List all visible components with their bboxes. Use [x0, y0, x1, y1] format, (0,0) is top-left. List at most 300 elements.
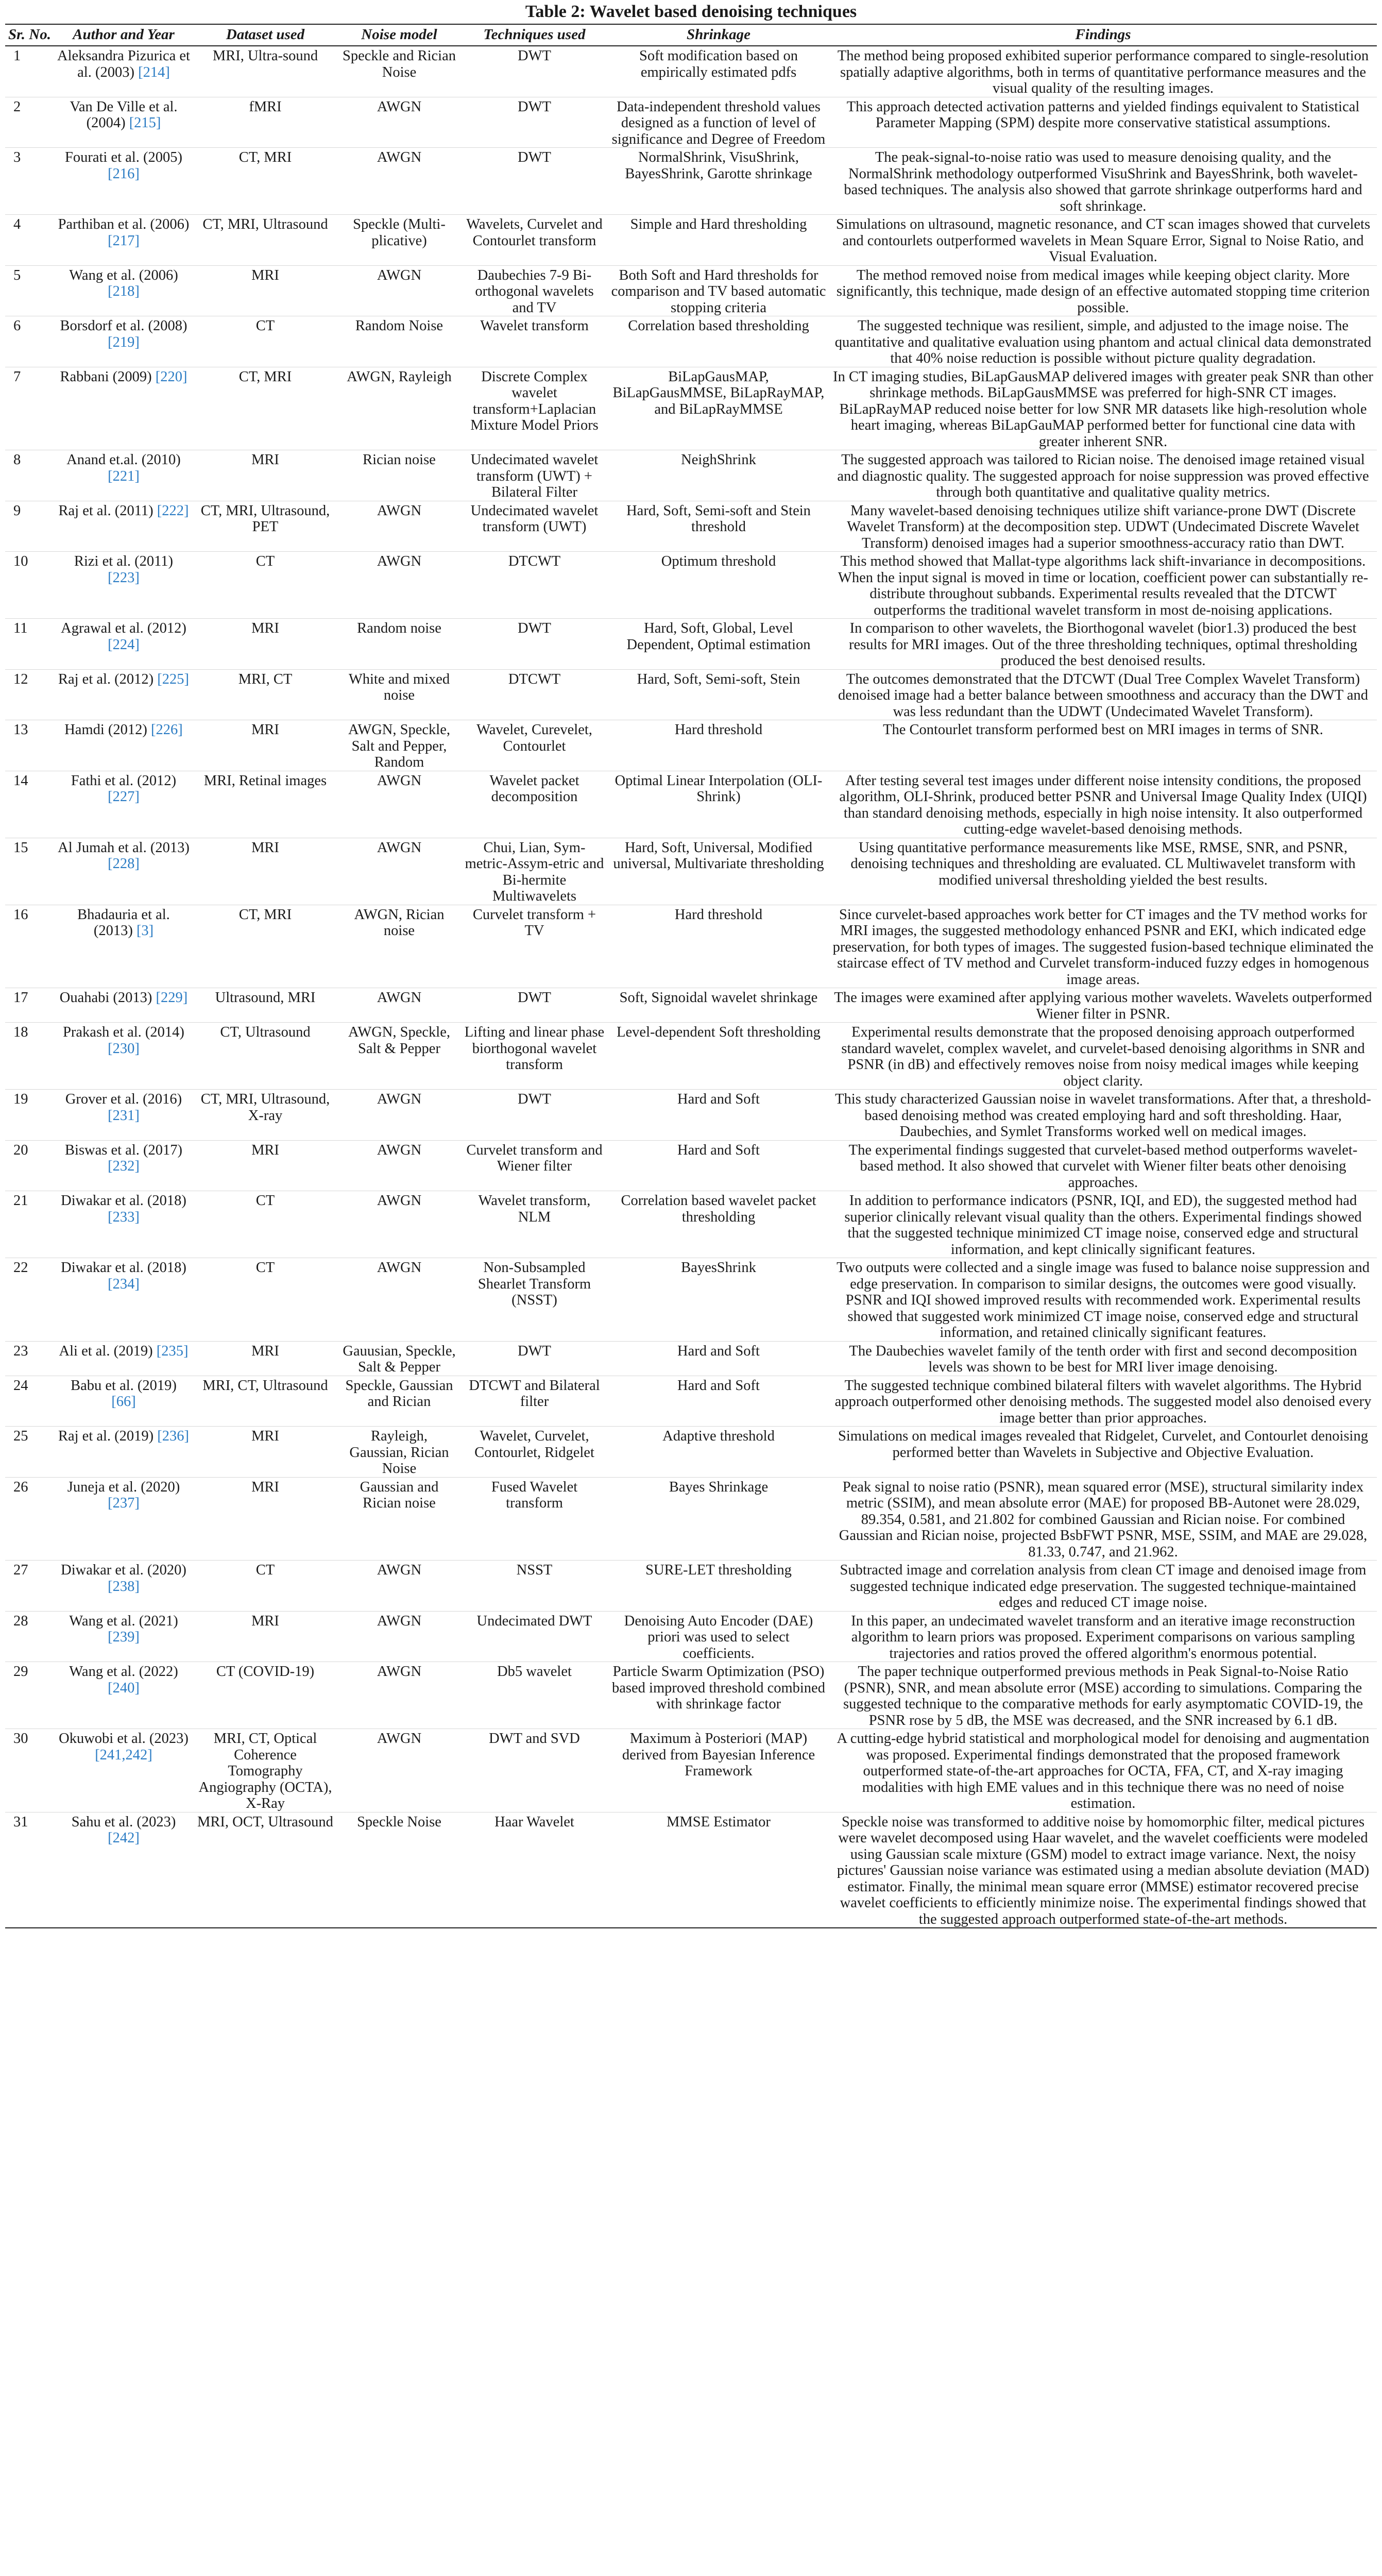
cell-shrinkage-text: Both Soft and Hard thresholds for comparison and TV based automatic stopping criteria [611, 267, 826, 316]
cell-author-year [54, 97, 193, 148]
cell-sr-no [5, 771, 54, 838]
cell-sr-no-text: 25 [13, 1428, 28, 1444]
citation-link[interactable]: [240] [108, 1680, 140, 1696]
table-row [5, 1191, 1377, 1258]
cell-shrinkage-text: Hard, Soft, Universal, Modified universal, Multivariate thresholding [613, 839, 824, 872]
cell-author-year-text: Raj et al. (2012) [58, 671, 154, 687]
cell-sr-no-text: 11 [13, 620, 28, 636]
cell-noise-model [337, 720, 461, 771]
cell-technique [461, 1258, 608, 1342]
cell-technique [461, 265, 608, 316]
cell-technique-text: Wavelet transform [480, 318, 589, 334]
cell-sr-no [5, 619, 54, 670]
cell-sr-no-text: 6 [13, 318, 21, 334]
cell-technique [461, 552, 608, 619]
cell-findings [829, 619, 1377, 670]
cell-noise-model-text: Gaussian and Rician noise [360, 1479, 439, 1511]
cell-noise-model-text: AWGN [377, 1562, 422, 1578]
cell-noise-model-text: Speckle, Gaussian and Rician [345, 1377, 453, 1410]
cell-dataset-text: CT, MRI [238, 368, 292, 385]
cell-shrinkage-text: BayesShrink [681, 1260, 756, 1276]
cell-noise-model [337, 619, 461, 670]
table-row [5, 1023, 1377, 1090]
cell-sr-no [5, 1140, 54, 1191]
cell-noise-model-text: AWGN [377, 267, 422, 283]
cell-sr-no [5, 1477, 54, 1561]
cell-dataset [193, 619, 337, 670]
cell-findings [829, 1729, 1377, 1812]
cell-technique-text: Wavelet packet decomposition [489, 772, 579, 805]
header-techniques: Techniques used [461, 24, 608, 46]
cell-author-year-text: Sahu et al. (2023) [71, 1814, 176, 1830]
cell-noise-model [337, 1140, 461, 1191]
cell-noise-model [337, 1662, 461, 1729]
table-row [5, 1427, 1377, 1478]
citation-link[interactable]: [237] [108, 1495, 140, 1511]
cell-technique [461, 905, 608, 988]
cell-findings-text: Peak signal to noise ratio (PSNR), mean squared error (MSE), structural similarity index metric (SSIM), and mean absolute error (MAE) for proposed BB-Autonet were 28.029, 89.354, 0.581, and 21.802 for combined Gaussian and Rician noise. For combined Gaussian and Rician noise, projected BsbFWT PSNR, MSE, SSIM, and MAE are 29.028, 81.33, 0.747, and 21.962. [839, 1479, 1368, 1560]
cell-technique [461, 148, 608, 215]
cell-findings-text: Subtracted image and correlation analysis from clean CT image and denoised image from suggested technique indicated edge preservation. The suggested technique-maintained edges and reduced CT image noise. [840, 1562, 1367, 1611]
cell-sr-no-text: 26 [13, 1479, 28, 1495]
cell-author-year-text: Van De Ville et al. (2004) [70, 98, 178, 131]
cell-findings-text: Two outputs were collected and a single image was fused to balance noise suppression and edge preservation. In comparison to similar designs, the outcomes were good visually. PSNR and IQI showed improved results with recommended work. Experimental results showed that suggested work minimized CT image noise, conserved edge and structural information, and retained clinically significant features. [837, 1260, 1370, 1341]
citation-link[interactable]: [235] [156, 1343, 189, 1359]
citation-link[interactable]: [234] [108, 1276, 140, 1292]
cell-author-year [54, 771, 193, 838]
cell-noise-model-text: Random Noise [355, 318, 443, 334]
cell-technique-text: Db5 wavelet [497, 1664, 572, 1680]
cell-dataset-text: CT (COVID-19) [216, 1664, 315, 1680]
cell-technique-text: Wavelet, Curevelet, Contourlet [476, 722, 592, 754]
cell-shrinkage-text: Hard and Soft [677, 1091, 760, 1107]
cell-findings-text: In addition to performance indicators (PSNR, IQI, and ED), the suggested method had superior clinically relevant visual quality than the others. Experimental findings showed that the suggested technique minimized CT image noise, conserved edge and structural information, and kept clinically significant features. [844, 1193, 1362, 1258]
cell-dataset [193, 771, 337, 838]
cell-author-year-text: Hamdi (2012) [64, 722, 147, 738]
cell-technique [461, 316, 608, 367]
cell-sr-no [5, 1729, 54, 1812]
table-row [5, 501, 1377, 552]
cell-dataset [193, 501, 337, 552]
cell-sr-no [5, 552, 54, 619]
cell-findings-text: Simulations on medical images revealed that Ridgelet, Curvelet, and Contourlet denoising performed better than Wavelets in Subjective and Objective Evaluation. [838, 1428, 1368, 1461]
cell-findings [829, 552, 1377, 619]
cell-noise-model [337, 1561, 461, 1612]
citation-link[interactable]: [217] [108, 232, 140, 249]
table-row [5, 1729, 1377, 1812]
cell-findings [829, 1376, 1377, 1427]
cell-shrinkage-text: Denoising Auto Encoder (DAE) priori was used to select coefficients. [624, 1613, 813, 1662]
cell-shrinkage [608, 771, 829, 838]
cell-author-year [54, 1258, 193, 1342]
cell-author-year [54, 1090, 193, 1141]
cell-noise-model [337, 367, 461, 450]
cell-technique-text: DTCWT and Bilateral filter [469, 1377, 600, 1410]
cell-dataset [193, 1477, 337, 1561]
cell-dataset-text: MRI [251, 452, 279, 468]
citation-link[interactable]: [222] [157, 502, 189, 519]
citation-link[interactable]: [218] [108, 283, 140, 299]
cell-dataset-text: MRI, CT, Optical Coherence Tomography Angiography (OCTA), X-Ray [198, 1731, 332, 1811]
citation-link[interactable]: [225] [157, 671, 190, 687]
cell-sr-no-text: 4 [13, 216, 21, 232]
table-row [5, 1258, 1377, 1342]
cell-noise-model-text: AWGN [377, 149, 422, 165]
cell-shrinkage [608, 450, 829, 501]
cell-findings-text: A cutting-edge hybrid statistical and morphological model for denoising and augmentation was proposed. Experimental findings demonstrated that the proposed framework outperformed state-of-the-art approaches for OCTA, FFA, CT, and X-ray imaging modalities with high EME values and in this technique there was no need of noise estimation. [837, 1731, 1370, 1811]
cell-technique [461, 450, 608, 501]
cell-shrinkage [608, 838, 829, 905]
cell-noise-model [337, 1023, 461, 1090]
citation-link[interactable]: [215] [129, 115, 161, 131]
cell-dataset [193, 1376, 337, 1427]
citation-link[interactable]: [214] [138, 64, 170, 80]
table-row [5, 215, 1377, 266]
cell-findings-text: The suggested technique was resilient, simple, and adjusted to the image noise. The quantitative and qualitative evaluation using phantom and actual clinical data demonstrated that 40% noise reduction is possible without picture quality degradation. [834, 318, 1372, 366]
cell-dataset [193, 552, 337, 619]
citation-link[interactable]: [224] [108, 636, 140, 653]
cell-technique-text: Wavelet, Curvelet, Contourlet, Ridgelet [474, 1428, 594, 1461]
cell-findings [829, 97, 1377, 148]
cell-dataset-text: MRI [251, 620, 279, 636]
citation-link[interactable]: [230] [108, 1040, 140, 1057]
cell-sr-no [5, 450, 54, 501]
cell-shrinkage-text: Soft modification based on empirically estimated pdfs [639, 48, 798, 80]
citation-link[interactable]: [239] [108, 1629, 140, 1645]
cell-technique [461, 771, 608, 838]
citation-link[interactable]: [66] [111, 1394, 136, 1410]
cell-noise-model [337, 905, 461, 988]
cell-noise-model-text: AWGN [377, 553, 422, 569]
cell-noise-model-text: AWGN, Speckle, Salt and Pepper, Random [348, 722, 450, 770]
cell-author-year-text: Juneja et al. (2020) [67, 1479, 180, 1495]
citation-link[interactable]: [226] [151, 722, 183, 738]
cell-findings [829, 1341, 1377, 1376]
table-row [5, 1662, 1377, 1729]
cell-shrinkage-text: Hard, Soft, Semi-soft, Stein [637, 671, 800, 687]
cell-author-year [54, 1729, 193, 1812]
cell-findings-text: Simulations on ultrasound, magnetic resonance, and CT scan images showed that curvelets and contourlets outperformed wavelets in Mean Square Error, Signal to Noise Ratio, and Visual Evaluation. [835, 216, 1371, 265]
cell-shrinkage [608, 1191, 829, 1258]
cell-sr-no [5, 669, 54, 720]
cell-noise-model [337, 552, 461, 619]
cell-findings-text: The Daubechies wavelet family of the tenth order with first and second decomposition levels was shown to be best for MRI liver image denoising. [849, 1343, 1357, 1375]
cell-dataset [193, 1427, 337, 1478]
cell-shrinkage-text: MMSE Estimator [667, 1814, 771, 1830]
cell-technique [461, 1376, 608, 1427]
cell-sr-no-text: 14 [13, 772, 28, 789]
cell-technique-text: Fused Wavelet transform [491, 1479, 578, 1511]
citation-link[interactable]: [3] [136, 923, 154, 939]
cell-noise-model-text: AWGN [377, 990, 422, 1006]
cell-sr-no-text: 3 [13, 149, 21, 165]
cell-dataset [193, 838, 337, 905]
table-row [5, 1341, 1377, 1376]
cell-shrinkage [608, 669, 829, 720]
cell-technique-text: DWT [518, 620, 551, 636]
cell-technique [461, 1023, 608, 1090]
cell-dataset [193, 1090, 337, 1141]
cell-shrinkage [608, 552, 829, 619]
cell-author-year-text: Diwakar et al. (2018) [61, 1260, 186, 1276]
cell-technique-text: DWT [518, 1091, 551, 1107]
cell-author-year [54, 1427, 193, 1478]
cell-shrinkage-text: Hard, Soft, Global, Level Dependent, Optimal estimation [626, 620, 811, 653]
cell-author-year-text: Rabbani (2009) [60, 368, 152, 385]
cell-noise-model-text: AWGN [377, 1260, 422, 1276]
cell-shrinkage-text: Optimal Linear Interpolation (OLI-Shrink) [615, 772, 823, 805]
table-row [5, 771, 1377, 838]
cell-technique [461, 46, 608, 97]
citation-link[interactable]: [219] [108, 334, 140, 350]
cell-technique [461, 367, 608, 450]
cell-shrinkage [608, 97, 829, 148]
cell-noise-model-text: AWGN [377, 502, 422, 519]
cell-author-year [54, 669, 193, 720]
cell-noise-model-text: AWGN [377, 1613, 422, 1629]
citation-link[interactable]: [216] [108, 165, 140, 182]
cell-author-year [54, 316, 193, 367]
cell-technique [461, 988, 608, 1023]
citation-link[interactable]: [229] [156, 990, 188, 1006]
cell-author-year-text: Diwakar et al. (2020) [61, 1562, 186, 1578]
cell-findings-text: The suggested technique combined bilateral filters with wavelet algorithms. The Hybrid approach outperformed other denoising methods. The suggested model also denoised every image better than prior approaches. [834, 1377, 1372, 1426]
cell-noise-model-text: AWGN [377, 1142, 422, 1158]
cell-shrinkage [608, 1812, 829, 1928]
cell-shrinkage-text: Correlation based wavelet packet thresholding [621, 1193, 816, 1225]
cell-author-year-text: Prakash et al. (2014) [63, 1024, 184, 1040]
cell-noise-model [337, 215, 461, 266]
cell-sr-no-text: 1 [13, 48, 21, 64]
cell-technique-text: Curvelet transform and Wiener filter [466, 1142, 603, 1174]
cell-shrinkage [608, 367, 829, 450]
table-row [5, 838, 1377, 905]
cell-findings [829, 905, 1377, 988]
cell-technique [461, 838, 608, 905]
cell-dataset [193, 148, 337, 215]
table-row [5, 97, 1377, 148]
cell-findings [829, 669, 1377, 720]
cell-dataset-text: CT, Ultrasound [220, 1024, 311, 1040]
cell-dataset-text: MRI, CT [238, 671, 293, 687]
cell-findings [829, 720, 1377, 771]
cell-findings-text: Since curvelet-based approaches work better for CT images and the TV method works for MRI images, the suggested methodology enhanced PSNR and EKI, which indicated edge preservation, for both types of images. The suggested fusion-based technique eliminated the staircase effect of TV method and Curvelet transform-induced fuzzy edges in homogenous image areas. [832, 906, 1374, 988]
cell-author-year-text: Fourati et al. (2005) [65, 149, 182, 165]
cell-sr-no [5, 720, 54, 771]
cell-dataset-text: CT [255, 553, 275, 569]
cell-dataset [193, 720, 337, 771]
cell-author-year [54, 367, 193, 450]
cell-dataset [193, 265, 337, 316]
cell-sr-no-text: 15 [13, 839, 28, 856]
cell-noise-model [337, 316, 461, 367]
cell-technique-text: NSST [516, 1562, 553, 1578]
cell-sr-no [5, 905, 54, 988]
cell-sr-no-text: 31 [13, 1814, 28, 1830]
citation-link[interactable]: [227] [108, 789, 140, 805]
cell-shrinkage-text: Optimum threshold [661, 553, 776, 569]
cell-noise-model [337, 1477, 461, 1561]
cell-findings-text: The Contourlet transform performed best on MRI images in terms of SNR. [883, 722, 1323, 738]
cell-sr-no-text: 30 [13, 1731, 28, 1747]
cell-sr-no [5, 1662, 54, 1729]
cell-author-year [54, 1376, 193, 1427]
cell-shrinkage [608, 1341, 829, 1376]
header-sr-no: Sr. No. [5, 24, 54, 46]
cell-shrinkage [608, 1477, 829, 1561]
table-row [5, 619, 1377, 670]
cell-technique-text: DWT [518, 1343, 551, 1359]
cell-technique-text: DWT [518, 990, 551, 1006]
cell-technique [461, 1341, 608, 1376]
cell-technique-text: Lifting and linear phase biorthogonal wavelet transform [464, 1024, 605, 1073]
cell-sr-no-text: 12 [13, 671, 28, 687]
cell-shrinkage [608, 265, 829, 316]
cell-dataset-text: MRI, CT, Ultrasound [202, 1377, 328, 1394]
cell-findings [829, 1611, 1377, 1662]
cell-technique [461, 501, 608, 552]
cell-technique-text: DWT [518, 149, 551, 165]
cell-sr-no [5, 1561, 54, 1612]
cell-technique [461, 1090, 608, 1141]
citation-link[interactable]: [228] [108, 856, 140, 872]
cell-dataset-text: MRI [251, 839, 279, 856]
cell-author-year [54, 265, 193, 316]
cell-noise-model [337, 1341, 461, 1376]
cell-author-year-text: Rizi et al. (2011) [74, 553, 174, 569]
citation-link[interactable]: [231] [108, 1107, 140, 1124]
citation-link[interactable]: [238] [108, 1578, 140, 1595]
citation-link[interactable]: [232] [108, 1158, 140, 1174]
cell-shrinkage-text: NeighShrink [681, 452, 756, 468]
cell-sr-no [5, 1812, 54, 1928]
citation-link[interactable]: [241,242] [95, 1747, 152, 1763]
cell-shrinkage [608, 1023, 829, 1090]
cell-sr-no-text: 28 [13, 1613, 28, 1629]
cell-sr-no [5, 988, 54, 1023]
cell-noise-model-text: AWGN [377, 772, 422, 789]
cell-findings [829, 265, 1377, 316]
citation-link[interactable]: [221] [108, 468, 140, 484]
cell-findings [829, 1561, 1377, 1612]
citation-link[interactable]: [220] [155, 368, 187, 385]
cell-dataset-text: MRI [251, 267, 279, 283]
cell-dataset [193, 367, 337, 450]
cell-noise-model [337, 771, 461, 838]
cell-dataset-text: MRI [251, 722, 279, 738]
cell-author-year [54, 501, 193, 552]
cell-dataset-text: MRI [251, 1428, 279, 1444]
cell-noise-model [337, 1090, 461, 1141]
cell-sr-no [5, 1090, 54, 1141]
cell-technique [461, 1662, 608, 1729]
cell-noise-model-text: AWGN [377, 839, 422, 856]
cell-findings-text: This study characterized Gaussian noise in wavelet transformations. After that, a threshold-based denoising method was created employing hard and soft thresholding. Haar, Daubechies, and Symlet Transforms worked well on medical images. [835, 1091, 1371, 1140]
cell-noise-model [337, 669, 461, 720]
cell-dataset [193, 97, 337, 148]
cell-sr-no-text: 27 [13, 1562, 28, 1578]
header-shrinkage: Shrinkage [608, 24, 829, 46]
cell-author-year [54, 1023, 193, 1090]
table-row [5, 905, 1377, 988]
cell-technique [461, 1140, 608, 1191]
cell-findings-text: Using quantitative performance measurements like MSE, RMSE, SNR, and PSNR, denoising techniques and thresholding are evaluated. CL Multiwavelet transform with modified universal thresholding yielded the best results. [850, 839, 1356, 888]
cell-author-year-text: Babu et al. (2019) [71, 1377, 177, 1394]
cell-findings [829, 988, 1377, 1023]
cell-sr-no [5, 215, 54, 266]
cell-dataset [193, 316, 337, 367]
cell-shrinkage [608, 720, 829, 771]
table-caption: Table 2: Wavelet based denoising techniques [525, 2, 857, 21]
cell-technique [461, 720, 608, 771]
cell-noise-model-text: AWGN [377, 1664, 422, 1680]
cell-sr-no [5, 316, 54, 367]
cell-sr-no-text: 20 [13, 1142, 28, 1158]
cell-dataset [193, 1191, 337, 1258]
cell-findings-text: Speckle noise was transformed to additive noise by homomorphic filter, medical pictures were wavelet decomposed using Haar wavelet, and the wavelet coefficients were modeled using Gaussian scale mixture (GSM) model to extract image variance. Next, the noisy pictures' Gaussian noise variance was estimated using a median absolute deviation (MAD) estimator. Finally, the minimal mean square error (MMSE) estimator recovered precise wavelet coefficients to efficiently minimize noise. The experimental findings showed that the suggested approach outperformed state-of-the-art methods. [837, 1814, 1370, 1927]
cell-findings-text: After testing several test images under different noise intensity conditions, the proposed algorithm, OLI-Shrink, produced better PSNR and Universal Image Quality Index (UIQI) than standard denoising methods, especially in high noise intensity. It also outperformed cutting-edge wavelet-based denoising methods. [839, 772, 1367, 837]
cell-noise-model-text: Gauusian, Speckle, Salt & Pepper [343, 1343, 456, 1375]
cell-dataset-text: CT [255, 1193, 275, 1209]
cell-sr-no [5, 367, 54, 450]
cell-author-year [54, 552, 193, 619]
cell-author-year-text: Diwakar et al. (2018) [61, 1193, 186, 1209]
cell-findings [829, 450, 1377, 501]
cell-shrinkage-text: Particle Swarm Optimization (PSO) based improved threshold combined with shrinkage factor [612, 1664, 825, 1712]
cell-technique [461, 1477, 608, 1561]
cell-shrinkage-text: Bayes Shrinkage [669, 1479, 769, 1495]
cell-technique-text: DWT [518, 98, 551, 115]
cell-author-year-text: Borsdorf et al. (2008) [60, 318, 187, 334]
cell-technique [461, 1812, 608, 1928]
cell-shrinkage [608, 215, 829, 266]
cell-sr-no-text: 13 [13, 722, 28, 738]
cell-author-year-text: Raj et al. (2019) [58, 1428, 154, 1444]
cell-dataset [193, 1258, 337, 1342]
cell-technique-text: Curvelet transform + TV [472, 906, 596, 939]
citation-link[interactable]: [242] [108, 1830, 140, 1846]
cell-sr-no [5, 1341, 54, 1376]
cell-shrinkage-text: Simple and Hard thresholding [630, 216, 807, 232]
cell-dataset [193, 1611, 337, 1662]
cell-technique-text: Wavelets, Curvelet and Contourlet transform [466, 216, 603, 249]
cell-dataset [193, 1662, 337, 1729]
cell-dataset-text: MRI [251, 1479, 279, 1495]
cell-noise-model [337, 1812, 461, 1928]
cell-author-year [54, 1611, 193, 1662]
cell-noise-model [337, 450, 461, 501]
cell-technique [461, 669, 608, 720]
cell-shrinkage-text: Hard threshold [674, 906, 763, 923]
cell-sr-no-text: 5 [13, 267, 21, 283]
header-author-year: Author and Year [54, 24, 193, 46]
cell-technique [461, 1729, 608, 1812]
cell-findings-text: The method being proposed exhibited superior performance compared to single-resolution spatially adaptive algorithms, both in terms of quantitative performance measures and the visual quality of the resulting images. [837, 48, 1369, 96]
citation-link[interactable]: [236] [157, 1428, 190, 1444]
citation-link[interactable]: [223] [108, 569, 140, 586]
cell-findings [829, 501, 1377, 552]
citation-link[interactable]: [233] [108, 1209, 140, 1225]
cell-sr-no-text: 23 [13, 1343, 28, 1359]
cell-noise-model-text: AWGN [377, 1091, 422, 1107]
cell-sr-no [5, 1191, 54, 1258]
cell-dataset [193, 1561, 337, 1612]
cell-noise-model-text: AWGN, Rayleigh [347, 368, 452, 385]
cell-author-year-text: Raj et al. (2011) [58, 502, 153, 519]
cell-findings-text: The outcomes demonstrated that the DTCWT (Dual Tree Complex Wavelet Transform) denoised image had a better balance between smoothness and accuracy than the DWT and was less redundant than the UDWT (Undecimated Wavelet Transform). [838, 671, 1369, 720]
cell-author-year-text: Al Jumah et al. (2013) [58, 839, 190, 856]
cell-author-year-text: Okuwobi et al. (2023) [59, 1731, 189, 1747]
